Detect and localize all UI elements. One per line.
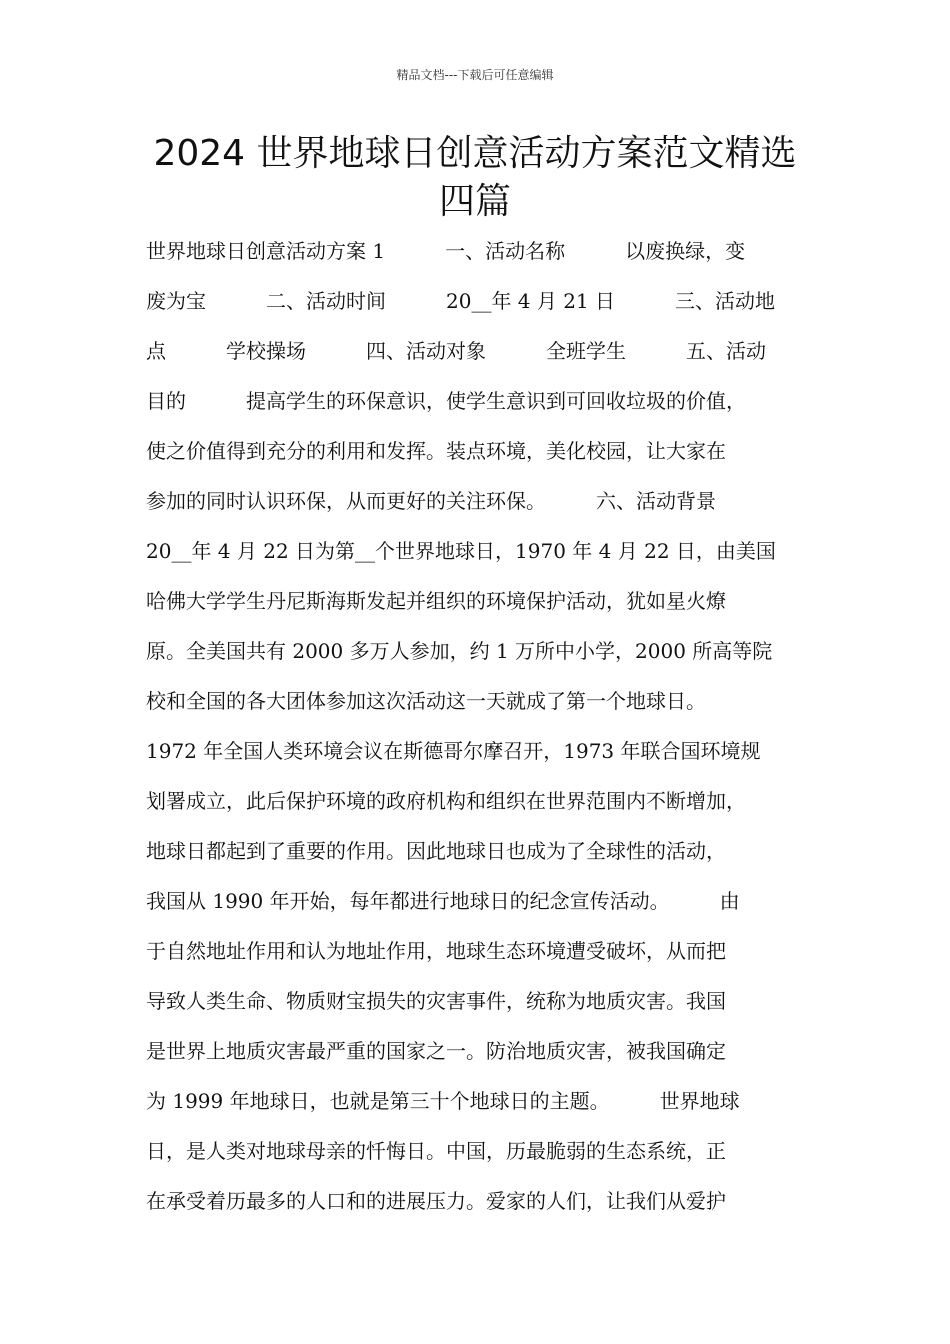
body-line: 世界地球日创意活动方案 1 一、活动名称 以废换绿，变 [146,239,746,263]
body-line: 1972 年全国人类环境会议在斯德哥尔摩召开，1973 年联合国环境规 [146,739,761,763]
body-line: 目的 提高学生的环保意识，使学生意识到可回收垃圾的价值， [146,389,746,413]
body-line: 日，是人类对地球母亲的忏悔日。中国，历最脆弱的生态系统，正 [146,1139,726,1163]
body-line: 哈佛大学学生丹尼斯海斯发起并组织的环境保护活动，犹如星火燎 [146,589,726,613]
title-line-1: 2024 世界地球日创意活动方案范文精选 [153,133,797,174]
body-line: 使之价值得到充分的利用和发挥。装点环境，美化校园，让大家在 [146,439,726,463]
body-line: 在承受着历最多的人口和的进展压力。爱家的人们，让我们从爱护 [146,1189,726,1213]
body-line: 20__年 4 月 22 日为第__个世界地球日，1970 年 4 月 22 日，由美国 [146,539,776,563]
document-title [120,130,830,226]
body-line: 划署成立，此后保护环境的政府机构和组织在世界范围内不断增加， [146,789,746,813]
body-line: 地球日都起到了重要的作用。因此地球日也成为了全球性的活动， [146,839,726,863]
body-line: 废为宝 二、活动时间 20__年 4 月 21 日 三、活动地 [146,289,776,313]
page-header: 精品文档---下载后可任意编辑 [396,68,554,82]
body-line: 原。全美国共有 2000 多万人参加，约 1 万所中小学，2000 所高等院 [146,639,773,663]
body-line: 校和全国的各大团体参加这次活动这一天就成了第一个地球日。 [146,689,706,713]
body-line: 是世界上地质灾害最严重的国家之一。防治地质灾害，被我国确定 [146,1039,726,1063]
body-line: 点 学校操场 四、活动对象 全班学生 五、活动 [146,339,766,363]
body-line: 我国从 1990 年开始，每年都进行地球日的纪念宣传活动。 由 [146,889,740,913]
title-line-2: 四篇 [438,181,511,222]
body-line: 为 1999 年地球日，也就是第三十个地球日的主题。 世界地球 [146,1089,740,1113]
body-line: 参加的同时认识环保，从而更好的关注环保。 六、活动背景 [146,489,716,513]
body-line: 导致人类生命、物质财宝损失的灾害事件，统称为地质灾害。我国 [146,989,726,1013]
document-body [146,226,826,1226]
body-line: 于自然地址作用和认为地址作用，地球生态环境遭受破坏，从而把 [146,939,726,963]
